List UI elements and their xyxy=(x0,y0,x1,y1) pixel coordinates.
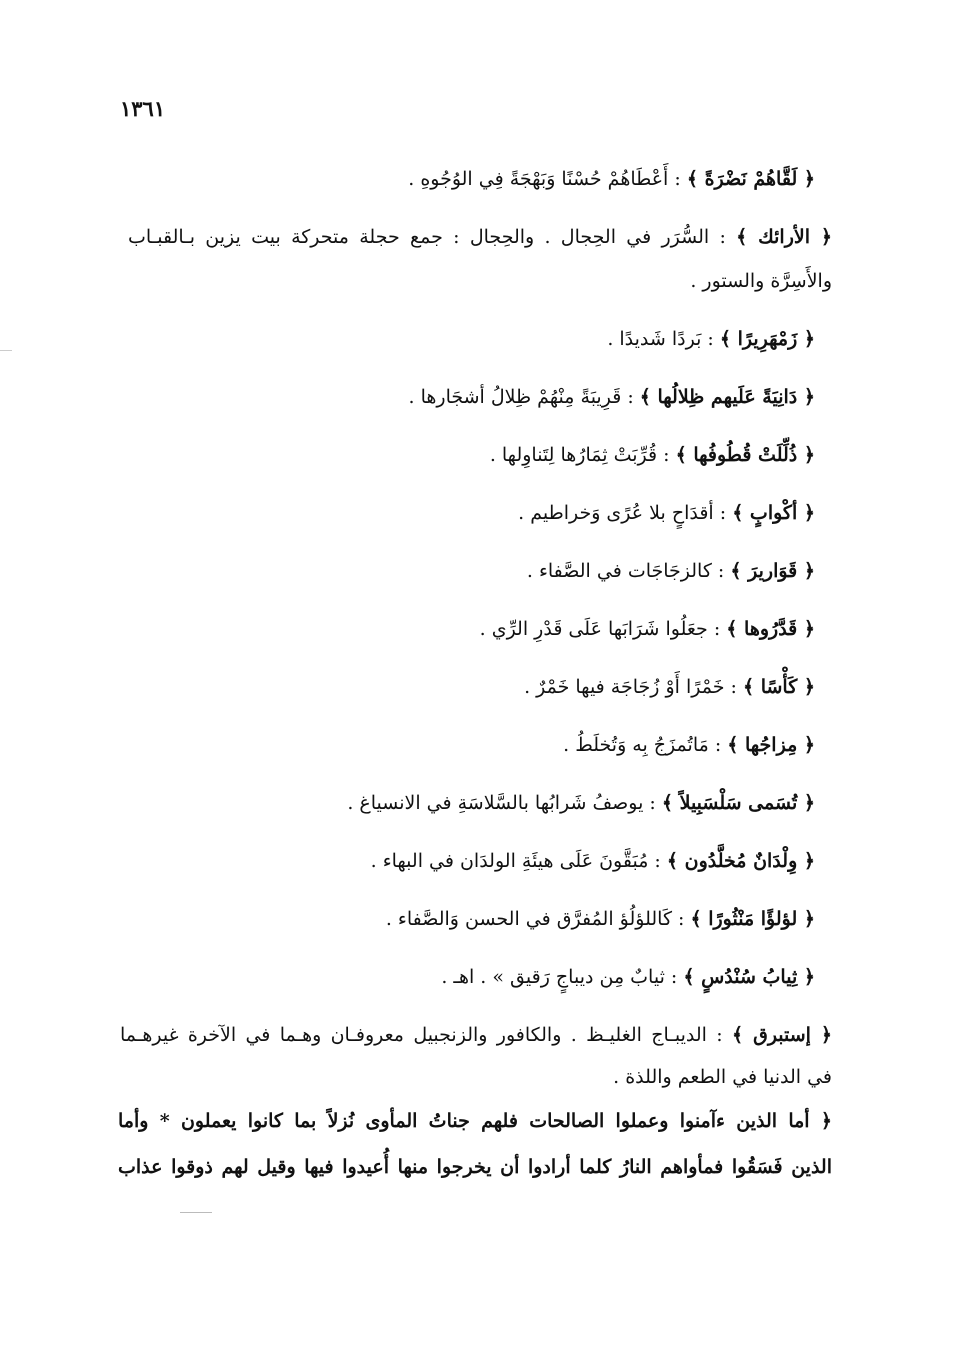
glossary-line xyxy=(120,1026,832,1045)
glossary-definition: : الديبـاج الغليـظ . والكافور والزنجبيل معروفـان وهـما في الآخرة غيرهـما xyxy=(120,1024,733,1046)
margin-mark xyxy=(0,350,12,351)
glossary-definition: : خَمْرًا أَوْ زُجَاجَة فيها خَمْرٌ . xyxy=(524,676,743,698)
glossary-term: ﴿ دَانِيَةً عَلَيهم ظِلالُها ﴾ xyxy=(639,386,815,408)
glossary-term: ﴿ كَأْسًا ﴾ xyxy=(742,676,815,698)
footer-rule xyxy=(180,1212,212,1213)
closing-line: الذين فَسَقُوا فمأواهم النارُ كلما أرادوا أن يخرجوا منها أُعيدوا فيها وقيل لهم ذوقوا عذاب xyxy=(118,1156,832,1178)
glossary-term: ﴿ الأرائك ﴾ xyxy=(736,226,832,248)
glossary-definition: : مُبَقَّونَ عَلَى هيئَةِ الولدَان في البهاء . xyxy=(370,850,667,872)
glossary-term: ﴿ ثِيابُ سُنْدُسٍ ﴾ xyxy=(683,966,815,988)
glossary-line xyxy=(524,678,815,697)
glossary-definition: : بَردًا شَديدًا . xyxy=(607,328,720,350)
glossary-line xyxy=(441,968,815,987)
glossary-definition: والأَسِرَّة والستور . xyxy=(690,270,832,292)
glossary-term: ﴿ قَدَّرُوها ﴾ xyxy=(726,618,815,640)
glossary-line xyxy=(607,330,815,349)
glossary-line xyxy=(563,736,815,755)
glossary-definition: : مَاتُمزَجُ بِه وَتُخلَطُ . xyxy=(563,734,728,756)
glossary-definition: : قَرِيبَةً مِنْهُمْ ظِلالُ أشجَارها . xyxy=(408,386,640,408)
glossary-term: ﴿ ذُلِّلَتْ قُطُوفُها ﴾ xyxy=(675,444,815,466)
glossary-line xyxy=(128,228,832,247)
glossary-definition: : ثيابٌ مِن ديباجٍ رَقيق » . اهـ . xyxy=(441,966,684,988)
glossary-line xyxy=(347,794,815,813)
glossary-definition: : كَاللؤلُؤ المُفرَّق في الحسن وَالصَّفاء . xyxy=(385,908,691,930)
glossary-line xyxy=(371,852,815,871)
glossary-line xyxy=(386,910,815,929)
glossary-definition: : كالزجَاجَات في الصَّفاء . xyxy=(526,560,731,582)
glossary-term: ﴿ لَقَّاهُمْ نَضْرَةً ﴾ xyxy=(686,168,815,190)
glossary-term: ﴿ زَمْهَرِيرًا ﴾ xyxy=(719,328,815,350)
glossary-term: ﴿ إستبرق ﴾ xyxy=(732,1024,833,1046)
glossary-line xyxy=(480,620,815,639)
glossary-term: ﴿ أكْوابٍ ﴾ xyxy=(732,502,815,524)
glossary-line xyxy=(518,504,815,523)
glossary-line xyxy=(409,388,816,407)
glossary-definition: : يوصفُ شَرابُها بالسَّلاسَةِ في الانسياغ . xyxy=(347,792,662,814)
glossary-definition: : أَعْطَاهُمْ حُسْنًا وَبَهْجَةً فِي الوُجُوهِ . xyxy=(408,168,687,190)
glossary-term: ﴿ قَوَاريرَ ﴾ xyxy=(730,560,815,582)
glossary-line xyxy=(408,170,815,189)
glossary-term: ﴿ لؤلؤًا مَنْثُورًا ﴾ xyxy=(690,908,815,930)
glossary-term: ﴿ تُسَمى سَلْسَبِيلاً ﴾ xyxy=(661,792,815,814)
glossary-definition: : جعَلُوا شَرَابَها عَلَى قَدْرِ الرِّي . xyxy=(479,618,727,640)
glossary-definition: : قُرِّبَتْ ثِمَارُها لِتَناوِلها . xyxy=(489,444,676,466)
glossary-line xyxy=(490,446,815,465)
glossary-term: ﴿ وِلْدَانٌ مُخلَّدُون ﴾ xyxy=(666,850,815,872)
glossary-definition: : أقدَاحٍ بلا عُرًى وَخراطيم . xyxy=(518,502,733,524)
closing-line: ﴿ أما الذين ءآمنوا وعملوا الصالحات فلهم جناتُ المأوى نُزلاً بما كانوا يعملون * وأما xyxy=(118,1110,832,1132)
glossary-term: ﴿ مِزاجُها ﴾ xyxy=(727,734,815,756)
glossary-line xyxy=(527,562,815,581)
glossary-definition: : السُّرَر في الحِجال . والحِجال : جمع حجلة متحركة بيت يزين بـالقبـاب xyxy=(128,226,737,248)
glossary-definition: في الدنيا في الطعم واللذة . xyxy=(613,1066,832,1088)
page-number: ١٣٦١ xyxy=(120,96,166,121)
glossary-line xyxy=(613,1068,832,1087)
glossary-line xyxy=(690,272,832,291)
